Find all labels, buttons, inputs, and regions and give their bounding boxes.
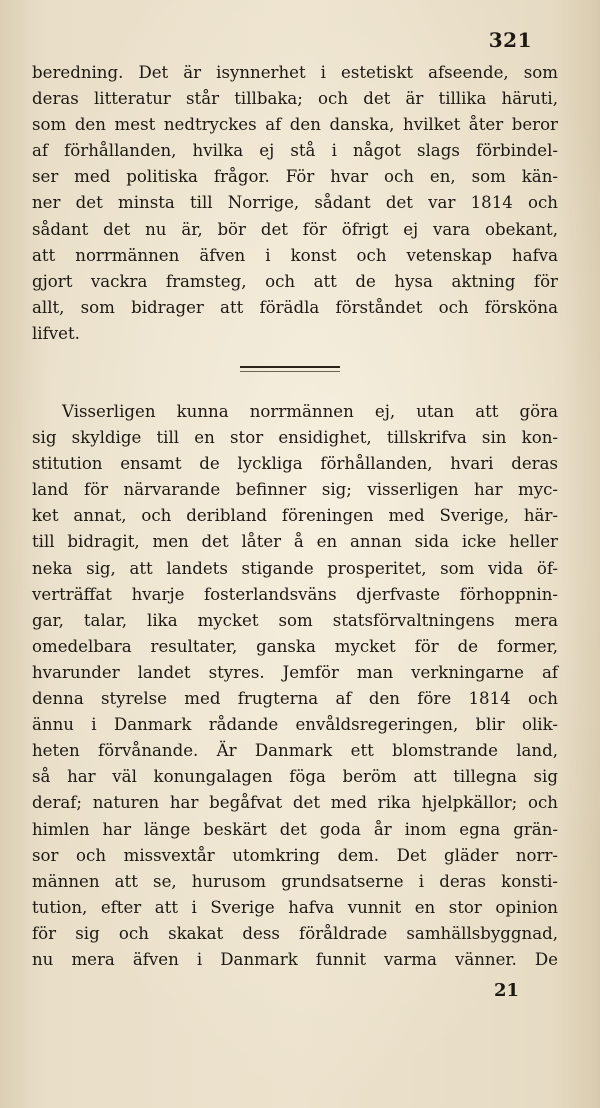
text-line: att norrmännen äfven i konst och vetenskap hafva: [32, 245, 558, 265]
text-line: tution, efter att i Sverige hafva vunnit en stor opinion: [32, 897, 558, 917]
text-line: omedelbara resultater, ganska mycket för de former,: [32, 636, 558, 656]
text-line: land för närvarande befinner sig; visserligen har myc-: [32, 480, 558, 500]
text-line: för sig och skakat dess föråldrade samhällsbyggnad,: [32, 923, 558, 943]
text-line: deraf; naturen har begåfvat det med rika hjelpkällor; och: [32, 793, 558, 813]
text-line: deras litteratur står tillbaka; och det är tillika häruti,: [32, 89, 558, 109]
paragraph-1: [32, 60, 558, 347]
text-line: ner det minsta till Norrige, sådant det var 1814 och: [32, 193, 558, 213]
page-number: 321: [488, 28, 532, 52]
text-line: ännu i Danmark rådande envåldsregeringen, blir olik-: [32, 715, 558, 735]
text-line: männen att se, hurusom grundsatserne i deras konsti-: [32, 871, 558, 891]
text-line: gar, talar, lika mycket som statsförvaltningens mera: [32, 610, 558, 630]
text-line: allt, som bidrager att förädla förståndet och försköna: [32, 297, 558, 317]
signature-mark: 21: [494, 980, 520, 1001]
text-line: sor och missvextår utomkring dem. Det gläder norr-: [32, 845, 558, 865]
text-line: verträffat hvarje fosterlandsväns djerfvaste förhoppnin-: [32, 584, 558, 604]
text-line: af förhållanden, hvilka ej stå i något slags förbindel-: [32, 141, 558, 161]
text-line: hvarunder landet styres. Jemför man verkningarne af: [32, 662, 558, 682]
text-line: gjort vackra framsteg, och att de hysa aktning för: [32, 271, 558, 291]
text-line: lifvet.: [32, 323, 80, 343]
text-line: stitution ensamt de lyckliga förhållanden, hvari deras: [32, 454, 558, 474]
text-line: neka sig, att landets stigande prosperitet, som vida öf-: [32, 558, 558, 578]
text-line: Visserligen kunna norrmännen ej, utan att göra: [62, 402, 558, 421]
text-line: himlen har länge beskärt det goda år inom egna grän-: [32, 819, 558, 839]
text-line: denna styrelse med frugterna af den före 1814 och: [32, 689, 558, 709]
section-separator-rule: [240, 366, 340, 372]
text-line: sådant det nu är, bör det för öfrigt ej vara obekant,: [32, 219, 558, 239]
text-line: som den mest nedtryckes af den danska, hvilket åter beror: [32, 115, 558, 135]
text-line: sig skyldige till en stor ensidighet, tillskrifva sin kon-: [32, 428, 558, 448]
paragraph-2: [32, 399, 558, 973]
text-line: nu mera äfven i Danmark funnit varma vänner. De: [32, 949, 558, 969]
text-line: till bidragit, men det låter å en annan sida icke heller: [32, 532, 558, 552]
text-line: ket annat, och deribland föreningen med Sverige, här-: [32, 506, 558, 526]
text-line: så har väl konungalagen föga beröm att tillegna sig: [32, 767, 558, 787]
text-line: ser med politiska frågor. För hvar och en, som kän-: [32, 167, 558, 187]
text-line: beredning. Det är isynnerhet i estetiskt afseende, som: [32, 63, 558, 82]
text-line: heten förvånande. Är Danmark ett blomstrande land,: [32, 741, 558, 761]
